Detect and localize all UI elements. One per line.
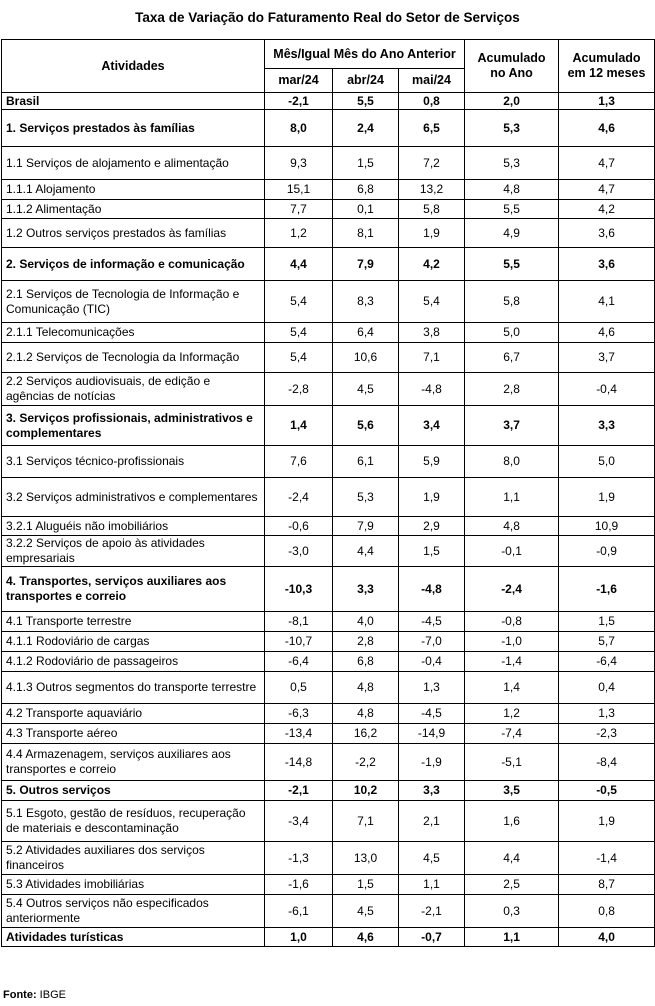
value-cell: 4,0: [559, 928, 655, 947]
value-cell: 5,5: [333, 93, 399, 110]
value-cell: -4,8: [399, 567, 465, 612]
table-row: [2, 928, 655, 947]
table-row: [2, 517, 655, 536]
activity-label: 1.2 Outros serviços prestados às famílias: [2, 219, 265, 248]
value-cell: 1,1: [465, 928, 559, 947]
value-cell: -0,8: [465, 612, 559, 632]
header-accum-12: Acumulado em 12 meses: [559, 40, 655, 93]
value-cell: 1,1: [465, 478, 559, 517]
value-cell: 1,5: [399, 536, 465, 567]
activity-label: 5.1 Esgoto, gestão de resíduos, recuperação de materiais e descontaminação: [2, 801, 265, 842]
value-cell: 4,5: [333, 373, 399, 406]
table-row: [2, 744, 655, 781]
value-cell: 4,7: [559, 180, 655, 200]
value-cell: -2,8: [265, 373, 333, 406]
header-activities: Atividades: [2, 40, 265, 93]
value-cell: 5,0: [559, 446, 655, 478]
value-cell: -2,4: [265, 478, 333, 517]
table-row: [2, 323, 655, 343]
value-cell: -0,4: [399, 652, 465, 672]
value-cell: -4,5: [399, 704, 465, 724]
table-row: [2, 895, 655, 928]
value-cell: -4,5: [399, 612, 465, 632]
value-cell: 4,7: [559, 147, 655, 180]
value-cell: -3,4: [265, 801, 333, 842]
value-cell: 1,4: [265, 406, 333, 446]
value-cell: 8,1: [333, 219, 399, 248]
activity-label: 3.1 Serviços técnico-profissionais: [2, 446, 265, 478]
activity-label: 2.1 Serviços de Tecnologia de Informação e Comunicação (TIC): [2, 281, 265, 323]
value-cell: -6,3: [265, 704, 333, 724]
value-cell: 2,5: [465, 875, 559, 895]
value-cell: 1,9: [399, 219, 465, 248]
value-cell: -8,1: [265, 612, 333, 632]
activity-label: 4.1.3 Outros segmentos do transporte terrestre: [2, 672, 265, 704]
value-cell: 4,4: [333, 536, 399, 567]
activity-label: 3. Serviços profissionais, administrativos e complementares: [2, 406, 265, 446]
value-cell: 5,0: [465, 323, 559, 343]
value-cell: 4,8: [333, 704, 399, 724]
value-cell: -1,4: [465, 652, 559, 672]
value-cell: 8,0: [265, 110, 333, 147]
value-cell: 7,1: [333, 801, 399, 842]
value-cell: -1,4: [559, 842, 655, 875]
table-row: [2, 446, 655, 478]
activity-label: 4.1.2 Rodoviário de passageiros: [2, 652, 265, 672]
table-row: [2, 652, 655, 672]
value-cell: -10,7: [265, 632, 333, 652]
table-row: [2, 200, 655, 219]
value-cell: -2,4: [465, 567, 559, 612]
table-row: [2, 801, 655, 842]
value-cell: 4,8: [465, 180, 559, 200]
value-cell: -1,6: [559, 567, 655, 612]
activity-label: 1. Serviços prestados às famílias: [2, 110, 265, 147]
value-cell: 16,2: [333, 724, 399, 744]
value-cell: 4,5: [333, 895, 399, 928]
activity-label: 1.1 Serviços de alojamento e alimentação: [2, 147, 265, 180]
value-cell: 5,5: [465, 248, 559, 281]
value-cell: 0,5: [265, 672, 333, 704]
value-cell: -2,2: [333, 744, 399, 781]
value-cell: 2,8: [333, 632, 399, 652]
activity-label: 5.3 Atividades imobiliárias: [2, 875, 265, 895]
table-row: [2, 93, 655, 110]
value-cell: 4,4: [465, 842, 559, 875]
value-cell: 6,8: [333, 652, 399, 672]
value-cell: 13,0: [333, 842, 399, 875]
activity-label: 4.1.1 Rodoviário de cargas: [2, 632, 265, 652]
value-cell: 2,8: [465, 373, 559, 406]
table-row: [2, 281, 655, 323]
value-cell: 5,5: [465, 200, 559, 219]
value-cell: 15,1: [265, 180, 333, 200]
activity-label: 1.1.1 Alojamento: [2, 180, 265, 200]
value-cell: 1,1: [399, 875, 465, 895]
value-cell: 1,9: [559, 801, 655, 842]
value-cell: -14,8: [265, 744, 333, 781]
table-row: [2, 536, 655, 567]
value-cell: -0,1: [465, 536, 559, 567]
value-cell: 1,4: [465, 672, 559, 704]
value-cell: -2,1: [265, 93, 333, 110]
value-cell: 6,7: [465, 343, 559, 373]
value-cell: 13,2: [399, 180, 465, 200]
value-cell: 1,5: [333, 875, 399, 895]
value-cell: -1,0: [465, 632, 559, 652]
header-month-group: Mês/Igual Mês do Ano Anterior: [265, 40, 465, 69]
value-cell: 7,1: [399, 343, 465, 373]
value-cell: 2,4: [333, 110, 399, 147]
value-cell: 5,7: [559, 632, 655, 652]
value-cell: -0,4: [559, 373, 655, 406]
value-cell: -13,4: [265, 724, 333, 744]
activity-label: 4.1 Transporte terrestre: [2, 612, 265, 632]
table-body: [2, 93, 655, 947]
activity-label: 3.2.2 Serviços de apoio às atividades empresariais: [2, 536, 265, 567]
value-cell: -5,1: [465, 744, 559, 781]
value-cell: 1,3: [559, 704, 655, 724]
value-cell: 0,1: [333, 200, 399, 219]
value-cell: 2,9: [399, 517, 465, 536]
value-cell: 4,6: [559, 110, 655, 147]
value-cell: 3,7: [559, 343, 655, 373]
value-cell: 0,8: [399, 93, 465, 110]
activity-label: 4.4 Armazenagem, serviços auxiliares aos transportes e correio: [2, 744, 265, 781]
value-cell: 5,3: [465, 110, 559, 147]
value-cell: 1,2: [465, 704, 559, 724]
value-cell: 4,8: [465, 517, 559, 536]
value-cell: 1,9: [399, 478, 465, 517]
value-cell: 3,8: [399, 323, 465, 343]
value-cell: -6,4: [265, 652, 333, 672]
value-cell: 4,6: [559, 323, 655, 343]
value-cell: 1,9: [559, 478, 655, 517]
value-cell: 5,9: [399, 446, 465, 478]
activity-label: 2.1.2 Serviços de Tecnologia da Informação: [2, 343, 265, 373]
table-row: [2, 875, 655, 895]
activity-label: 3.2.1 Aluguéis não imobiliários: [2, 517, 265, 536]
table-title: Taxa de Variação do Faturamento Real do Setor de Serviços: [135, 10, 520, 25]
table-row: [2, 724, 655, 744]
value-cell: -1,9: [399, 744, 465, 781]
value-cell: 7,9: [333, 517, 399, 536]
services-revenue-table: [1, 39, 655, 947]
table-row: [2, 373, 655, 406]
value-cell: 5,4: [265, 281, 333, 323]
value-cell: 3,4: [399, 406, 465, 446]
value-cell: 5,4: [265, 323, 333, 343]
table-row: [2, 781, 655, 801]
value-cell: 8,3: [333, 281, 399, 323]
value-cell: 1,5: [559, 612, 655, 632]
table-row: [2, 704, 655, 724]
table-row: [2, 612, 655, 632]
value-cell: -10,3: [265, 567, 333, 612]
table-row: [2, 343, 655, 373]
activity-label: 4.2 Transporte aquaviário: [2, 704, 265, 724]
value-cell: 6,5: [399, 110, 465, 147]
value-cell: 0,3: [465, 895, 559, 928]
value-cell: 10,6: [333, 343, 399, 373]
table-row: [2, 842, 655, 875]
activity-label: 2. Serviços de informação e comunicação: [2, 248, 265, 281]
table-row: [2, 672, 655, 704]
value-cell: 8,7: [559, 875, 655, 895]
table-row: [2, 110, 655, 147]
value-cell: -3,0: [265, 536, 333, 567]
value-cell: 3,6: [559, 219, 655, 248]
value-cell: 3,3: [559, 406, 655, 446]
value-cell: 6,1: [333, 446, 399, 478]
table-row: [2, 147, 655, 180]
activity-label: 5.2 Atividades auxiliares dos serviços financeiros: [2, 842, 265, 875]
table-row: [2, 406, 655, 446]
value-cell: 9,3: [265, 147, 333, 180]
activity-label: Brasil: [2, 93, 265, 110]
table-row: [2, 248, 655, 281]
value-cell: -6,1: [265, 895, 333, 928]
value-cell: 3,3: [399, 781, 465, 801]
source-value: IBGE: [39, 989, 66, 1001]
source-label: Fonte:: [3, 989, 37, 1001]
value-cell: 3,6: [559, 248, 655, 281]
value-cell: 7,2: [399, 147, 465, 180]
activity-label: 5. Outros serviços: [2, 781, 265, 801]
activity-label: 4.3 Transporte aéreo: [2, 724, 265, 744]
value-cell: 1,2: [265, 219, 333, 248]
value-cell: -2,3: [559, 724, 655, 744]
value-cell: 0,8: [559, 895, 655, 928]
value-cell: 7,7: [265, 200, 333, 219]
value-cell: 1,0: [265, 928, 333, 947]
table-row: [2, 632, 655, 652]
value-cell: 5,4: [399, 281, 465, 323]
value-cell: 0,4: [559, 672, 655, 704]
activity-label: 3.2 Serviços administrativos e complementares: [2, 478, 265, 517]
value-cell: 4,4: [265, 248, 333, 281]
value-cell: 2,1: [399, 801, 465, 842]
header-month: abr/24: [333, 69, 399, 93]
header-month: mar/24: [265, 69, 333, 93]
value-cell: 4,0: [333, 612, 399, 632]
value-cell: -7,0: [399, 632, 465, 652]
value-cell: 5,6: [333, 406, 399, 446]
header-accum-year: Acumulado no Ano: [465, 40, 559, 93]
value-cell: 2,0: [465, 93, 559, 110]
value-cell: 1,6: [465, 801, 559, 842]
table-row: [2, 478, 655, 517]
table-row: [2, 567, 655, 612]
activity-label: 4. Transportes, serviços auxiliares aos transportes e correio: [2, 567, 265, 612]
value-cell: 3,3: [333, 567, 399, 612]
activity-label: 1.1.2 Alimentação: [2, 200, 265, 219]
value-cell: 4,2: [559, 200, 655, 219]
table-row: [2, 219, 655, 248]
value-cell: 6,4: [333, 323, 399, 343]
value-cell: 8,0: [465, 446, 559, 478]
value-cell: -14,9: [399, 724, 465, 744]
value-cell: -0,7: [399, 928, 465, 947]
value-cell: 4,8: [333, 672, 399, 704]
value-cell: 1,3: [559, 93, 655, 110]
value-cell: 3,5: [465, 781, 559, 801]
value-cell: -0,5: [559, 781, 655, 801]
value-cell: 5,3: [333, 478, 399, 517]
value-cell: 1,5: [333, 147, 399, 180]
value-cell: 5,3: [465, 147, 559, 180]
value-cell: 4,6: [333, 928, 399, 947]
value-cell: 7,6: [265, 446, 333, 478]
header-month: mai/24: [399, 69, 465, 93]
value-cell: 3,7: [465, 406, 559, 446]
activity-label: Atividades turísticas: [2, 928, 265, 947]
value-cell: 6,8: [333, 180, 399, 200]
source-note: [3, 989, 66, 1001]
value-cell: 4,5: [399, 842, 465, 875]
value-cell: 5,4: [265, 343, 333, 373]
value-cell: -2,1: [399, 895, 465, 928]
value-cell: -7,4: [465, 724, 559, 744]
value-cell: 5,8: [399, 200, 465, 219]
value-cell: -1,3: [265, 842, 333, 875]
value-cell: 10,2: [333, 781, 399, 801]
value-cell: 4,1: [559, 281, 655, 323]
activity-label: 5.4 Outros serviços não especificados anteriormente: [2, 895, 265, 928]
value-cell: 5,8: [465, 281, 559, 323]
value-cell: 7,9: [333, 248, 399, 281]
value-cell: 4,2: [399, 248, 465, 281]
table-row: [2, 180, 655, 200]
value-cell: -8,4: [559, 744, 655, 781]
value-cell: -0,9: [559, 536, 655, 567]
activity-label: 2.2 Serviços audiovisuais, de edição e agências de notícias: [2, 373, 265, 406]
value-cell: -1,6: [265, 875, 333, 895]
value-cell: -2,1: [265, 781, 333, 801]
value-cell: 1,3: [399, 672, 465, 704]
value-cell: -0,6: [265, 517, 333, 536]
value-cell: 10,9: [559, 517, 655, 536]
value-cell: -4,8: [399, 373, 465, 406]
activity-label: 2.1.1 Telecomunicações: [2, 323, 265, 343]
value-cell: 4,9: [465, 219, 559, 248]
value-cell: -6,4: [559, 652, 655, 672]
